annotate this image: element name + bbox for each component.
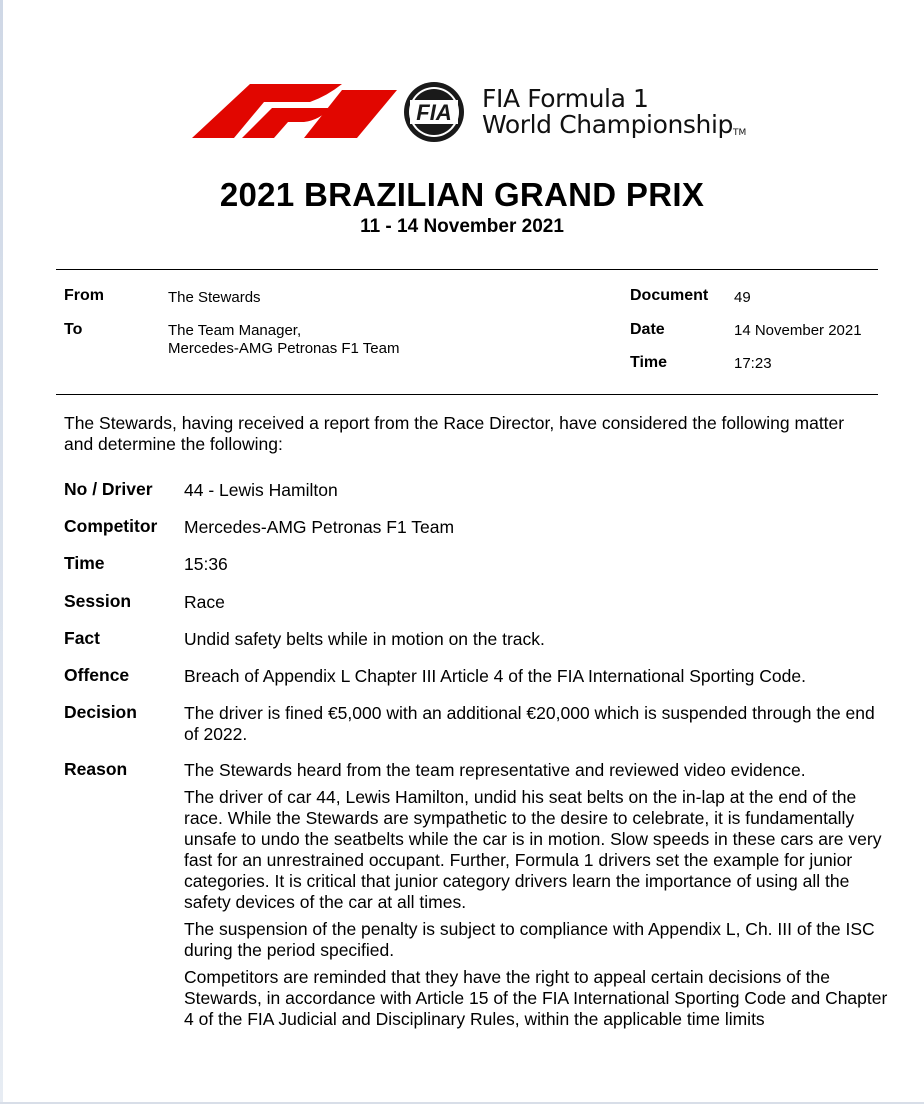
title-year: 2021 (219, 176, 295, 213)
fia-seal-text: FIA (416, 100, 452, 125)
reason-paragraph: Competitors are reminded that they have the right to appeal certain decisions of the Stewards, in accordance with Article 15 of the FIA International Sporting Code and Chapter 4 of the FIA Judicial and Disciplinary Rules, within the applicable time limits (184, 967, 888, 1029)
date-label: Date (630, 321, 665, 338)
session-label: Session (64, 591, 132, 611)
competitor-value: Mercedes-AMG Petronas F1 Team (184, 517, 455, 537)
time-detail-value: 15:36 (184, 554, 228, 574)
reason-paragraph: The driver of car 44, Lewis Hamilton, undid his seat belts on the in-lap at the end of the race. While the Stewards are sympathetic to the desire to celebrate, it is fundamentally unsafe to undo the seatbelts while the car is in motion. Slow speeds in these cars are very fast for an unrestrained occupant. Further, Formula 1 drivers set the example for junior categories. It is critical that junior category drivers learn the importance of using all the safety devices of the car at all times. (184, 787, 882, 912)
event-dates: 11 - 14 November 2021 (360, 216, 564, 237)
wordmark-line-1: FIA Formula 1 (482, 84, 649, 113)
document-label: Document (630, 287, 709, 304)
reason-label: Reason (64, 759, 128, 779)
f1-logo-icon (192, 84, 397, 138)
header-logo (192, 80, 792, 144)
driver-value: 44 - Lewis Hamilton (184, 480, 338, 500)
title-word-3: PRIX (625, 176, 705, 213)
offence-label: Offence (64, 665, 130, 685)
competitor-label: Competitor (64, 516, 158, 536)
title-word-2: GRAND (493, 176, 617, 213)
reason-paragraph: The suspension of the penalty is subject to compliance with Appendix L, Ch. III of the ISC during the period specified. (184, 919, 875, 960)
to-label: To (64, 321, 83, 338)
offence-value: Breach of Appendix L Chapter III Article 4 of the FIA International Sporting Code. (184, 666, 806, 686)
page-left-edge (0, 0, 3, 1104)
header-divider-bottom (56, 394, 878, 395)
to-value-line-1: The Team Manager, (168, 322, 302, 339)
session-value: Race (184, 592, 225, 612)
championship-wordmark (482, 86, 746, 146)
document-value: 49 (734, 289, 751, 306)
time-detail-label: Time (64, 553, 105, 573)
fia-seal-icon (392, 80, 476, 144)
time-value: 17:23 (734, 355, 772, 372)
trademark: TM (733, 128, 747, 138)
fact-label: Fact (64, 628, 100, 648)
header-divider-top (56, 269, 878, 270)
wordmark-line-2: World Championship (482, 110, 734, 139)
reason-paragraph: The Stewards heard from the team representative and reviewed video evidence. (184, 760, 806, 780)
time-label: Time (630, 354, 668, 371)
title-word-1: BRAZILIAN (303, 176, 485, 213)
date-value: 14 November 2021 (734, 322, 862, 339)
fact-value: Undid safety belts while in motion on the track. (184, 629, 545, 649)
decision-label: Decision (64, 702, 137, 722)
from-value: The Stewards (168, 289, 261, 306)
reason-text (184, 760, 889, 1036)
decision-value: The driver is fined €5,000 with an additional €20,000 which is suspended through the end of 2022. (184, 703, 875, 744)
to-value-line-2: Mercedes-AMG Petronas F1 Team (168, 340, 400, 357)
from-label: From (64, 287, 104, 304)
page-title (0, 176, 924, 214)
driver-label: No / Driver (64, 479, 153, 499)
intro-text: The Stewards, having received a report from the Race Director, have considered the following matter and determine the following: (64, 413, 845, 454)
